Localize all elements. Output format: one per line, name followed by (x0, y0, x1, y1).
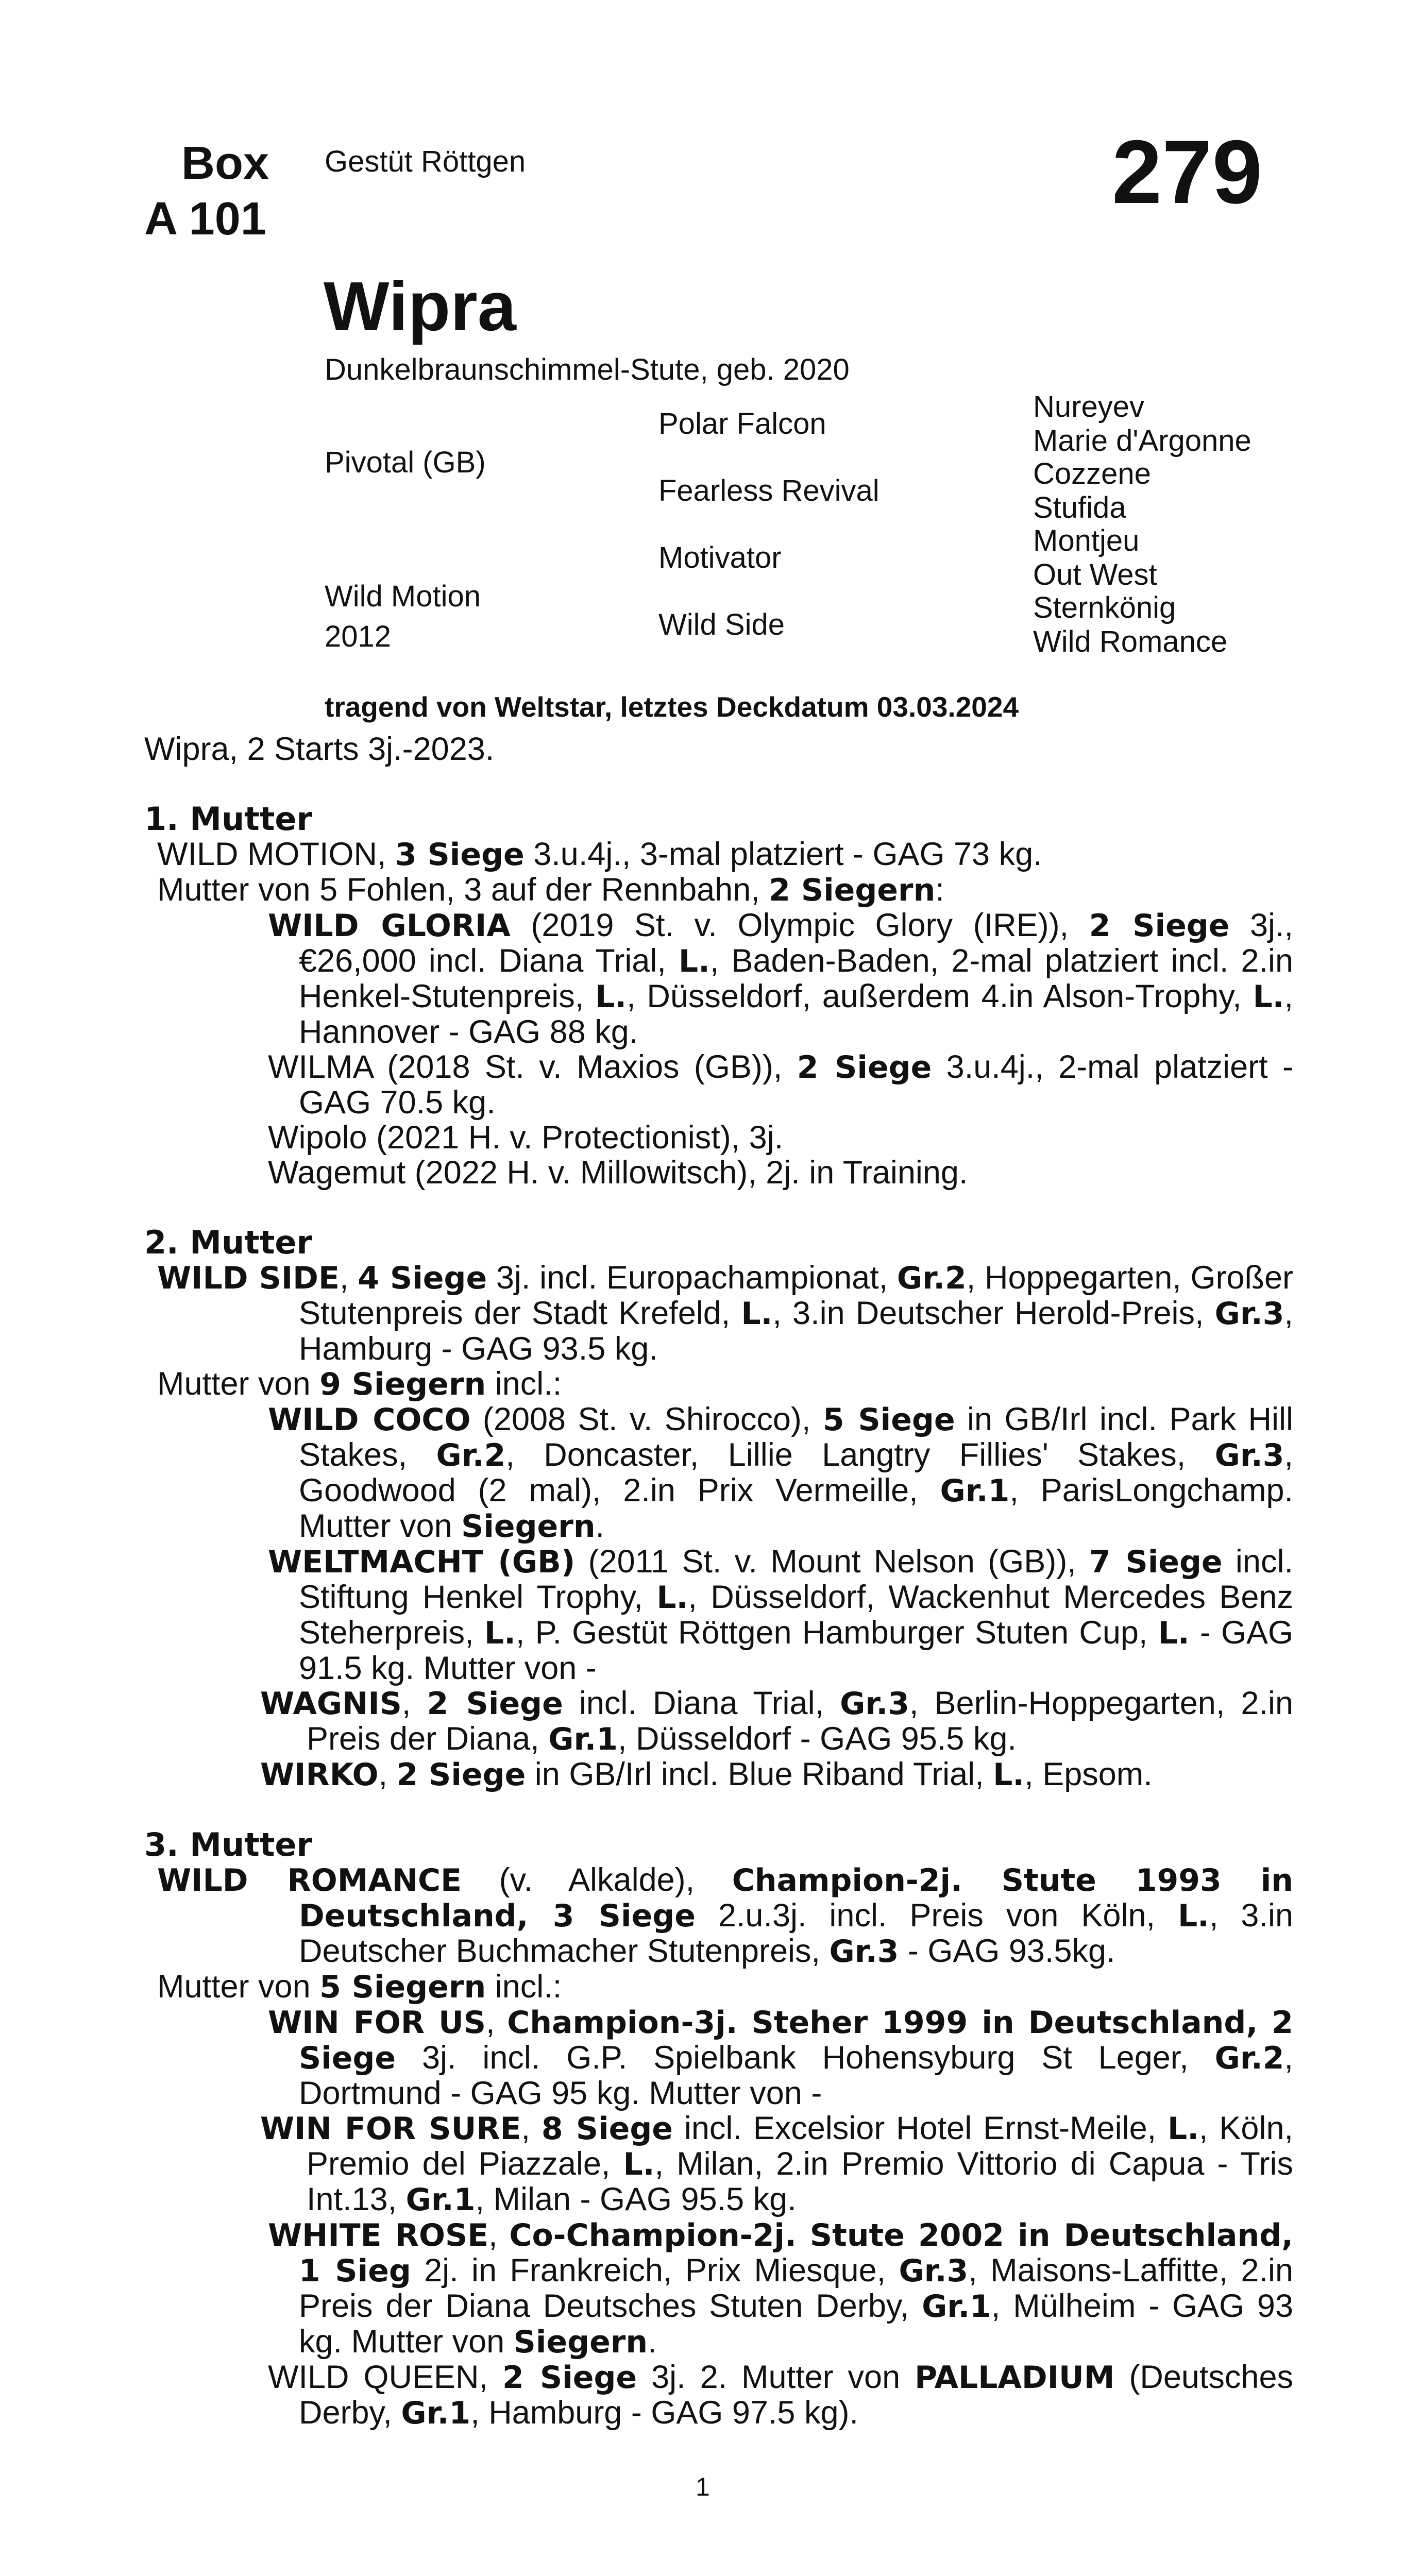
section-heading-2: 2. Mutter (144, 1224, 313, 1261)
third-dam-line: WILD ROMANCE (v. Alkalde), Champion-2j. Stute 1993 in Deutschland, 3 Siege 2.u.3j. incl. Preis von Köln, L., 3.in Deutscher Buchmacher Stutenpreis, Gr.3 - GAG 93.5kg. (157, 1862, 1294, 1970)
produce-wilma: WILMA (2018 St. v. Maxios (GB)), 2 Siege 3.u.4j., 2-mal platziert - GAG 70.5 kg. (268, 1049, 1293, 1121)
pedigree-dam-dam: Wild Side (658, 608, 785, 641)
covering-note: tragend von Weltstar, letztes Deckdatum 03.03.2024 (325, 691, 1019, 723)
horse-name: Wipra (324, 267, 516, 345)
pedigree-gen3-1: Nureyev (1033, 390, 1144, 423)
dam-produce-line: Mutter von 5 Fohlen, 3 auf der Rennbahn, 2 Siegern: (157, 872, 944, 908)
section-heading-1: 1. Mutter (144, 800, 313, 838)
produce-wild-gloria: WILD GLORIA (2019 St. v. Olympic Glory (IRE)), 2 Siege 3j., €26,000 incl. Diana Trial, L., Baden-Baden, 2-mal platziert incl. 2.in Henkel-Stutenpreis, L., Düsseldorf, außerdem 4.in Alson-Trophy, L., Hannover - GAG 88 kg. (268, 907, 1294, 1050)
race-record (144, 732, 1293, 2431)
intro-line: Wipra, 2 Starts 3j.-2023. (144, 731, 495, 767)
pedigree-sire-dam: Fearless Revival (658, 474, 879, 507)
produce-win-for-sure: WIN FOR SURE, 8 Siege incl. Excelsior Hotel Ernst-Meile, L., Köln, Premio del Piazzale, L., Milan, 2.in Premio Vittorio di Capua - Tris Int.13, Gr.1, Milan - GAG 95.5 kg. (260, 2110, 1293, 2218)
box-number: A 101 (144, 193, 266, 245)
pedigree-dam: Wild Motion (325, 580, 481, 613)
granddam-line: WILD SIDE, 4 Siege 3j. incl. Europachampionat, Gr.2, Hoppegarten, Großer Stutenpreis der Stadt Krefeld, L., 3.in Deutscher Herold-Preis, Gr.3, Hamburg - GAG 93.5 kg. (157, 1260, 1293, 1367)
pedigree-gen3-8: Wild Romance (1033, 625, 1228, 658)
produce-wagnis: WAGNIS, 2 Siege incl. Diana Trial, Gr.3, Berlin-Hoppegarten, 2.in Preis der Diana, Gr.1, Düsseldorf - GAG 95.5 kg. (260, 1685, 1293, 1757)
breeder-name: Gestüt Röttgen (325, 145, 526, 178)
pedigree-sire-sire: Polar Falcon (658, 407, 826, 440)
pedigree-dam-sire: Motivator (658, 541, 782, 574)
pedigree-dam-year: 2012 (325, 620, 392, 653)
pedigree-gen3-6: Out West (1033, 558, 1157, 591)
pedigree-gen3-5: Montjeu (1033, 524, 1140, 557)
pedigree-gen3-7: Sternkönig (1033, 591, 1176, 624)
produce-weltmacht: WELTMACHT (GB) (2011 St. v. Mount Nelson (GB)), 7 Siege incl. Stiftung Henkel Trophy, L., Düsseldorf, Wackenhut Mercedes Benz Steherpreis, L., P. Gestüt Röttgen Hamburger Stuten Cup, L. - GAG 91.5 kg. Mutter von - (268, 1544, 1294, 1686)
produce-wild-coco: WILD COCO (2008 St. v. Shirocco), 5 Siege in GB/Irl incl. Park Hill Stakes, Gr.2, Doncaster, Lillie Langtry Fillies' Stakes, Gr.3, Goodwood (2 mal), 2.in Prix Vermeille, Gr.1, ParisLongchamp. Mutter von Siegern. (268, 1401, 1294, 1545)
horse-description: Dunkelbraunschimmel-Stute, geb. 2020 (325, 353, 850, 386)
box-label: Box (181, 138, 269, 189)
pedigree-sire: Pivotal (GB) (325, 446, 486, 479)
pedigree-gen3-2: Marie d'Argonne (1033, 424, 1251, 457)
produce-wipolo: Wipolo (2021 H. v. Protectionist), 3j. (268, 1120, 784, 1156)
section-heading-3: 3. Mutter (144, 1826, 313, 1863)
produce-white-rose: WHITE ROSE, Co-Champion-2j. Stute 2002 in Deutschland, 1 Sieg 2j. in Frankreich, Prix Miesque, Gr.3, Maisons-Laffitte, 2.in Preis der Diana Deutsches Stuten Derby, Gr.1, Mülheim - GAG 93 kg. Mutter von Siegern. (268, 2217, 1293, 2360)
pedigree-gen3-4: Stufida (1033, 491, 1126, 524)
lot-number: 279 (1112, 122, 1262, 223)
page-number: 1 (696, 2472, 710, 2501)
third-dam-produce-line: Mutter von 5 Siegern incl.: (157, 1969, 562, 2005)
dam-line: WILD MOTION, 3 Siege 3.u.4j., 3-mal platziert - GAG 73 kg. (157, 836, 1042, 873)
produce-wirko: WIRKO, 2 Siege in GB/Irl incl. Blue Riband Trial, L., Epsom. (260, 1756, 1153, 1793)
pedigree-gen3-3: Cozzene (1033, 457, 1151, 490)
granddam-produce-line: Mutter von 9 Siegern incl.: (157, 1366, 562, 1402)
produce-wild-queen: WILD QUEEN, 2 Siege 3j. 2. Mutter von PALLADIUM (Deutsches Derby, Gr.1, Hamburg - GAG 97.5 kg). (268, 2359, 1293, 2431)
produce-win-for-us: WIN FOR US, Champion-3j. Steher 1999 in Deutschland, 2 Siege 3j. incl. G.P. Spielbank Hohensyburg St Leger, Gr.2, Dortmund - GAG 95 kg. Mutter von - (268, 2004, 1293, 2111)
produce-wagemut: Wagemut (2022 H. v. Millowitsch), 2j. in Training. (268, 1155, 968, 1191)
